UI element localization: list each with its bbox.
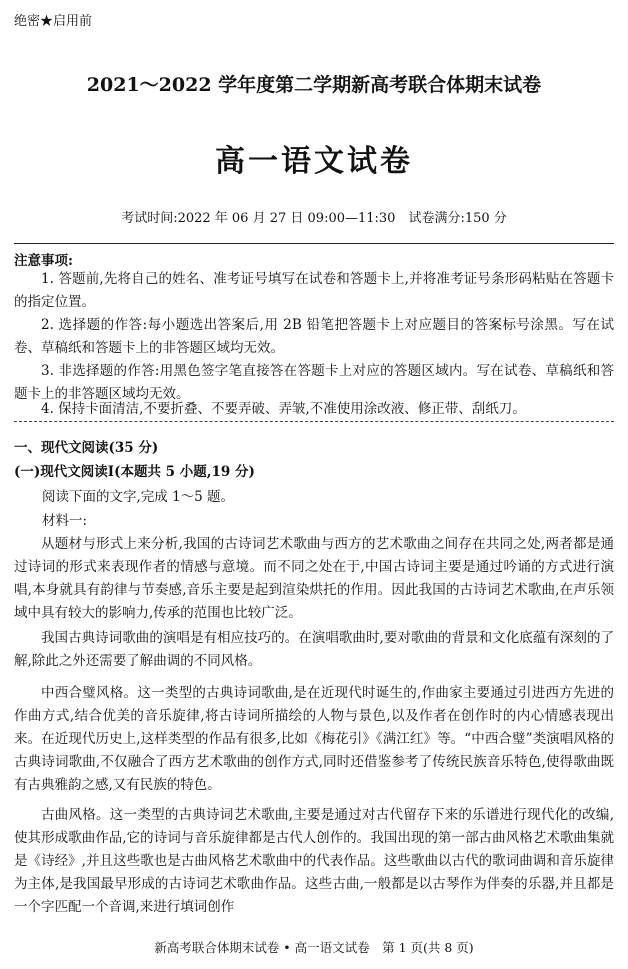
notice-item: 1. 答题前,先将自己的姓名、准考证号填写在试卷和答题卡上,并将准考证号条形码粘贴在答题卡的指定位置。 [14,271,614,310]
subsection-title: (一)现代文阅读Ⅰ(本题共 5 小题,19 分) [14,464,255,480]
confidential-mark: 绝密★启用前 [14,14,93,29]
exam-info: 考试时间:2022 年 06 月 27 日 09:00—11:30 试卷满分:150 分 [121,211,507,226]
notice-item: 2. 选择题的作答:每小题选出答案后,用 2B 铅笔把答题卡上对应题目的答案标号涂黑。写在试卷、草稿纸和答题卡上的非答题区域均无效。 [14,317,614,356]
section-title: 一、现代文阅读(35 分) [14,440,159,456]
reading-instruction: 阅读下面的文字,完成 1～5 题。 [42,489,235,505]
material-label: 材料一: [42,513,88,529]
notice-item: 4. 保持卡面清洁,不要折叠、不要弄破、弄皱,不准使用涂改液、修正带、刮纸刀。 [41,401,526,417]
notice-heading: 注意事项: [14,253,73,269]
notice-item: 3. 非选择题的作答:用黑色签字笔直接答在答题卡上对应的答题区域内。写在试卷、草稿纸和答题卡上的非答题区域均无效。 [14,363,614,402]
notice-bottom-divider [14,421,614,422]
exam-title: 2021～2022 学年度第二学期新高考联合体期末试卷 [86,74,542,96]
passage-paragraph: 中西合璧风格。这一类型的古典诗词歌曲,是在近现代时诞生的,作曲家主要通过引进西方先进的作曲方式,结合优美的音乐旋律,将古诗词所描绘的人物与景色,以及作者在创作时的内心情感表现出来。在近现代历史上,这样类型的作品有很多,比如《梅花引》《满江红》等。“中西合璧”类演唱风格的古典诗词歌曲,不仅融合了西方艺术歌曲的创作方式,同时还借鉴参考了传统民族音乐特色,使得歌曲既有古典雅韵之感,又有民族的特色。 [14,685,614,793]
passage-paragraph: 我国古典诗词歌曲的演唱是有相应技巧的。在演唱歌曲时,要对歌曲的背景和文化底蕴有深刻的了解,除此之外还需要了解曲调的不同风格。 [14,630,614,669]
passage-paragraph: 古曲风格。这一类型的古典诗词艺术歌曲,主要是通过对古代留存下来的乐谱进行现代化的改编,使其形成歌曲作品,它的诗词与音乐旋律都是古代人创作的。我国出现的第一部古曲风格艺术歌曲集就是《诗经》,并且这些歌也是古曲风格艺术歌曲中的代表作品。这些歌曲以古代的歌词曲调和音乐旋律为主体,是我国最早形成的古诗词艺术歌曲作品。这些古曲,一般都是以古琴作为伴奏的乐器,并且都是一个字匹配一个音调,来进行填词创作 [14,807,614,915]
page-footer: 新高考联合体期末试卷 • 高一语文试卷 第 1 页(共 8 页) [154,940,474,955]
subject-title: 高一语文试卷 [215,144,413,179]
passage-paragraph: 从题材与形式上来分析,我国的古诗词艺术歌曲与西方的艺术歌曲之间存在共同之处,两者都是通过诗词的形式来表现作者的情感与意境。而不同之处在于,中国古诗词主要是通过吟诵的方式进行演唱,本身就具有韵律与节奏感,音乐主要是起到渲染烘托的作用。因此我国的古诗词艺术歌曲,在声乐领域中具有较大的影响力,传承的范围也比较广泛。 [14,536,614,621]
notice-top-divider [14,243,614,244]
